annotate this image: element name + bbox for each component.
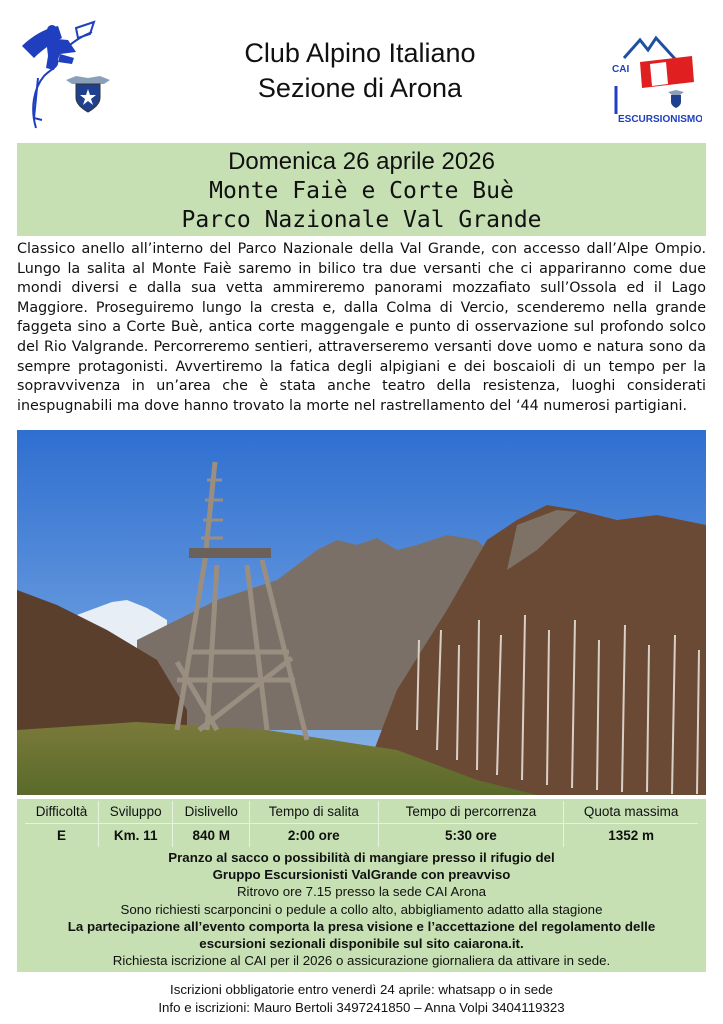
specs-header-row	[25, 801, 698, 823]
spec-difficulty: E	[56, 827, 66, 843]
spec-total-time: 5:30 ore	[378, 823, 564, 847]
spec-ascent-time: 2:00 ore	[250, 823, 379, 847]
spec-header-length: Sviluppo	[98, 801, 173, 823]
spec-header-difficulty: Difficoltà	[25, 801, 98, 823]
gear-note: Sono richiesti scarponcini o pedule a collo alto, abbigliamento adatto alla stagione	[120, 901, 603, 917]
event-description: Classico anello all’interno del Parco Nazionale della Val Grande, con accesso dall’Alpe Ompio. Lungo la salita al Monte Faiè saremo in bilico tra due versanti che ci appariranno come due mondi diversi e dalla sua vetta ammireremo panorami mozzafiato sull’Ossola ed il Lago Maggiore. Proseguiremo lungo la cresta e, dalla Colma di Vercio, scenderemo nella grande faggeta sino a Corte Buè, antica corte maggengale e punto di osservazione sul profondo solco del Rio Valgrande. Percorreremo sentieri, attraverseremo versanti dove uomo e natura sono da sempre protagonisti. Avvertiremo la fatica degli alpigiani e dei boscaioli di un tempo per la sopravvivenza in un’area che è stata anche teatro della resistenza, luoghi considerati inespugnabili ma dove hanno trovato la morte nel rastrellamento del ‘44 numerosi partigiani.	[17, 241, 706, 414]
event-notes	[17, 849, 706, 969]
spec-length: Km. 11	[98, 823, 173, 847]
contact-info: Info e iscrizioni: Mauro Bertoli 3497241850 – Anna Volpi 3404119323	[158, 1000, 565, 1015]
specs-value-row	[25, 823, 698, 847]
event-banner	[17, 143, 706, 236]
spec-elevation-gain: 840 M	[173, 823, 250, 847]
lunch-note-line2: Gruppo Escursionisti ValGrande con preavviso	[212, 867, 511, 883]
spec-header-elevation-gain: Dislivello	[173, 801, 250, 823]
spec-header-max-altitude: Quota massima	[564, 801, 698, 823]
event-subtitle: Parco Nazionale Val Grande	[181, 207, 542, 233]
registration-deadline: Iscrizioni obbligatorie entro venerdì 24 aprile: whatsapp o in sede	[170, 982, 553, 997]
event-title: Monte Faiè e Corte Buè	[209, 178, 514, 204]
info-box	[17, 799, 706, 972]
logo-cai-text: CAI	[612, 64, 630, 75]
event-date: Domenica 26 aprile 2026	[228, 148, 495, 175]
rules-note-line1: La partecipazione all’evento comporta la presa visione e l’accettazione del regolamento delle	[67, 918, 656, 934]
org-name: Club Alpino Italiano	[244, 38, 476, 68]
spec-header-ascent-time: Tempo di salita	[250, 801, 379, 823]
meeting-note: Ritrovo ore 7.15 presso la sede CAI Arona	[236, 884, 487, 900]
spec-max-altitude: 1352 m	[564, 823, 698, 847]
mountain-landscape-photo	[17, 430, 706, 795]
cai-escursionismo-logo	[606, 30, 702, 126]
specs-table	[25, 801, 698, 847]
org-section: Sezione di Arona	[257, 73, 463, 103]
rules-note-line2: escursioni sezionali disponibile sul sito caiarona.it.	[199, 936, 524, 952]
spec-header-total-time: Tempo di percorrenza	[378, 801, 564, 823]
cai-arona-hiker-logo	[16, 18, 116, 138]
lunch-note-line1: Pranzo al sacco o possibilità di mangiare presso il rifugio del	[168, 850, 555, 865]
logo-escursionismo-text: ESCURSIONISMO	[618, 114, 702, 125]
insurance-note: Richiesta iscrizione al CAI per il 2026 o assicurazione giornaliera da attivare in sede.	[112, 953, 611, 969]
